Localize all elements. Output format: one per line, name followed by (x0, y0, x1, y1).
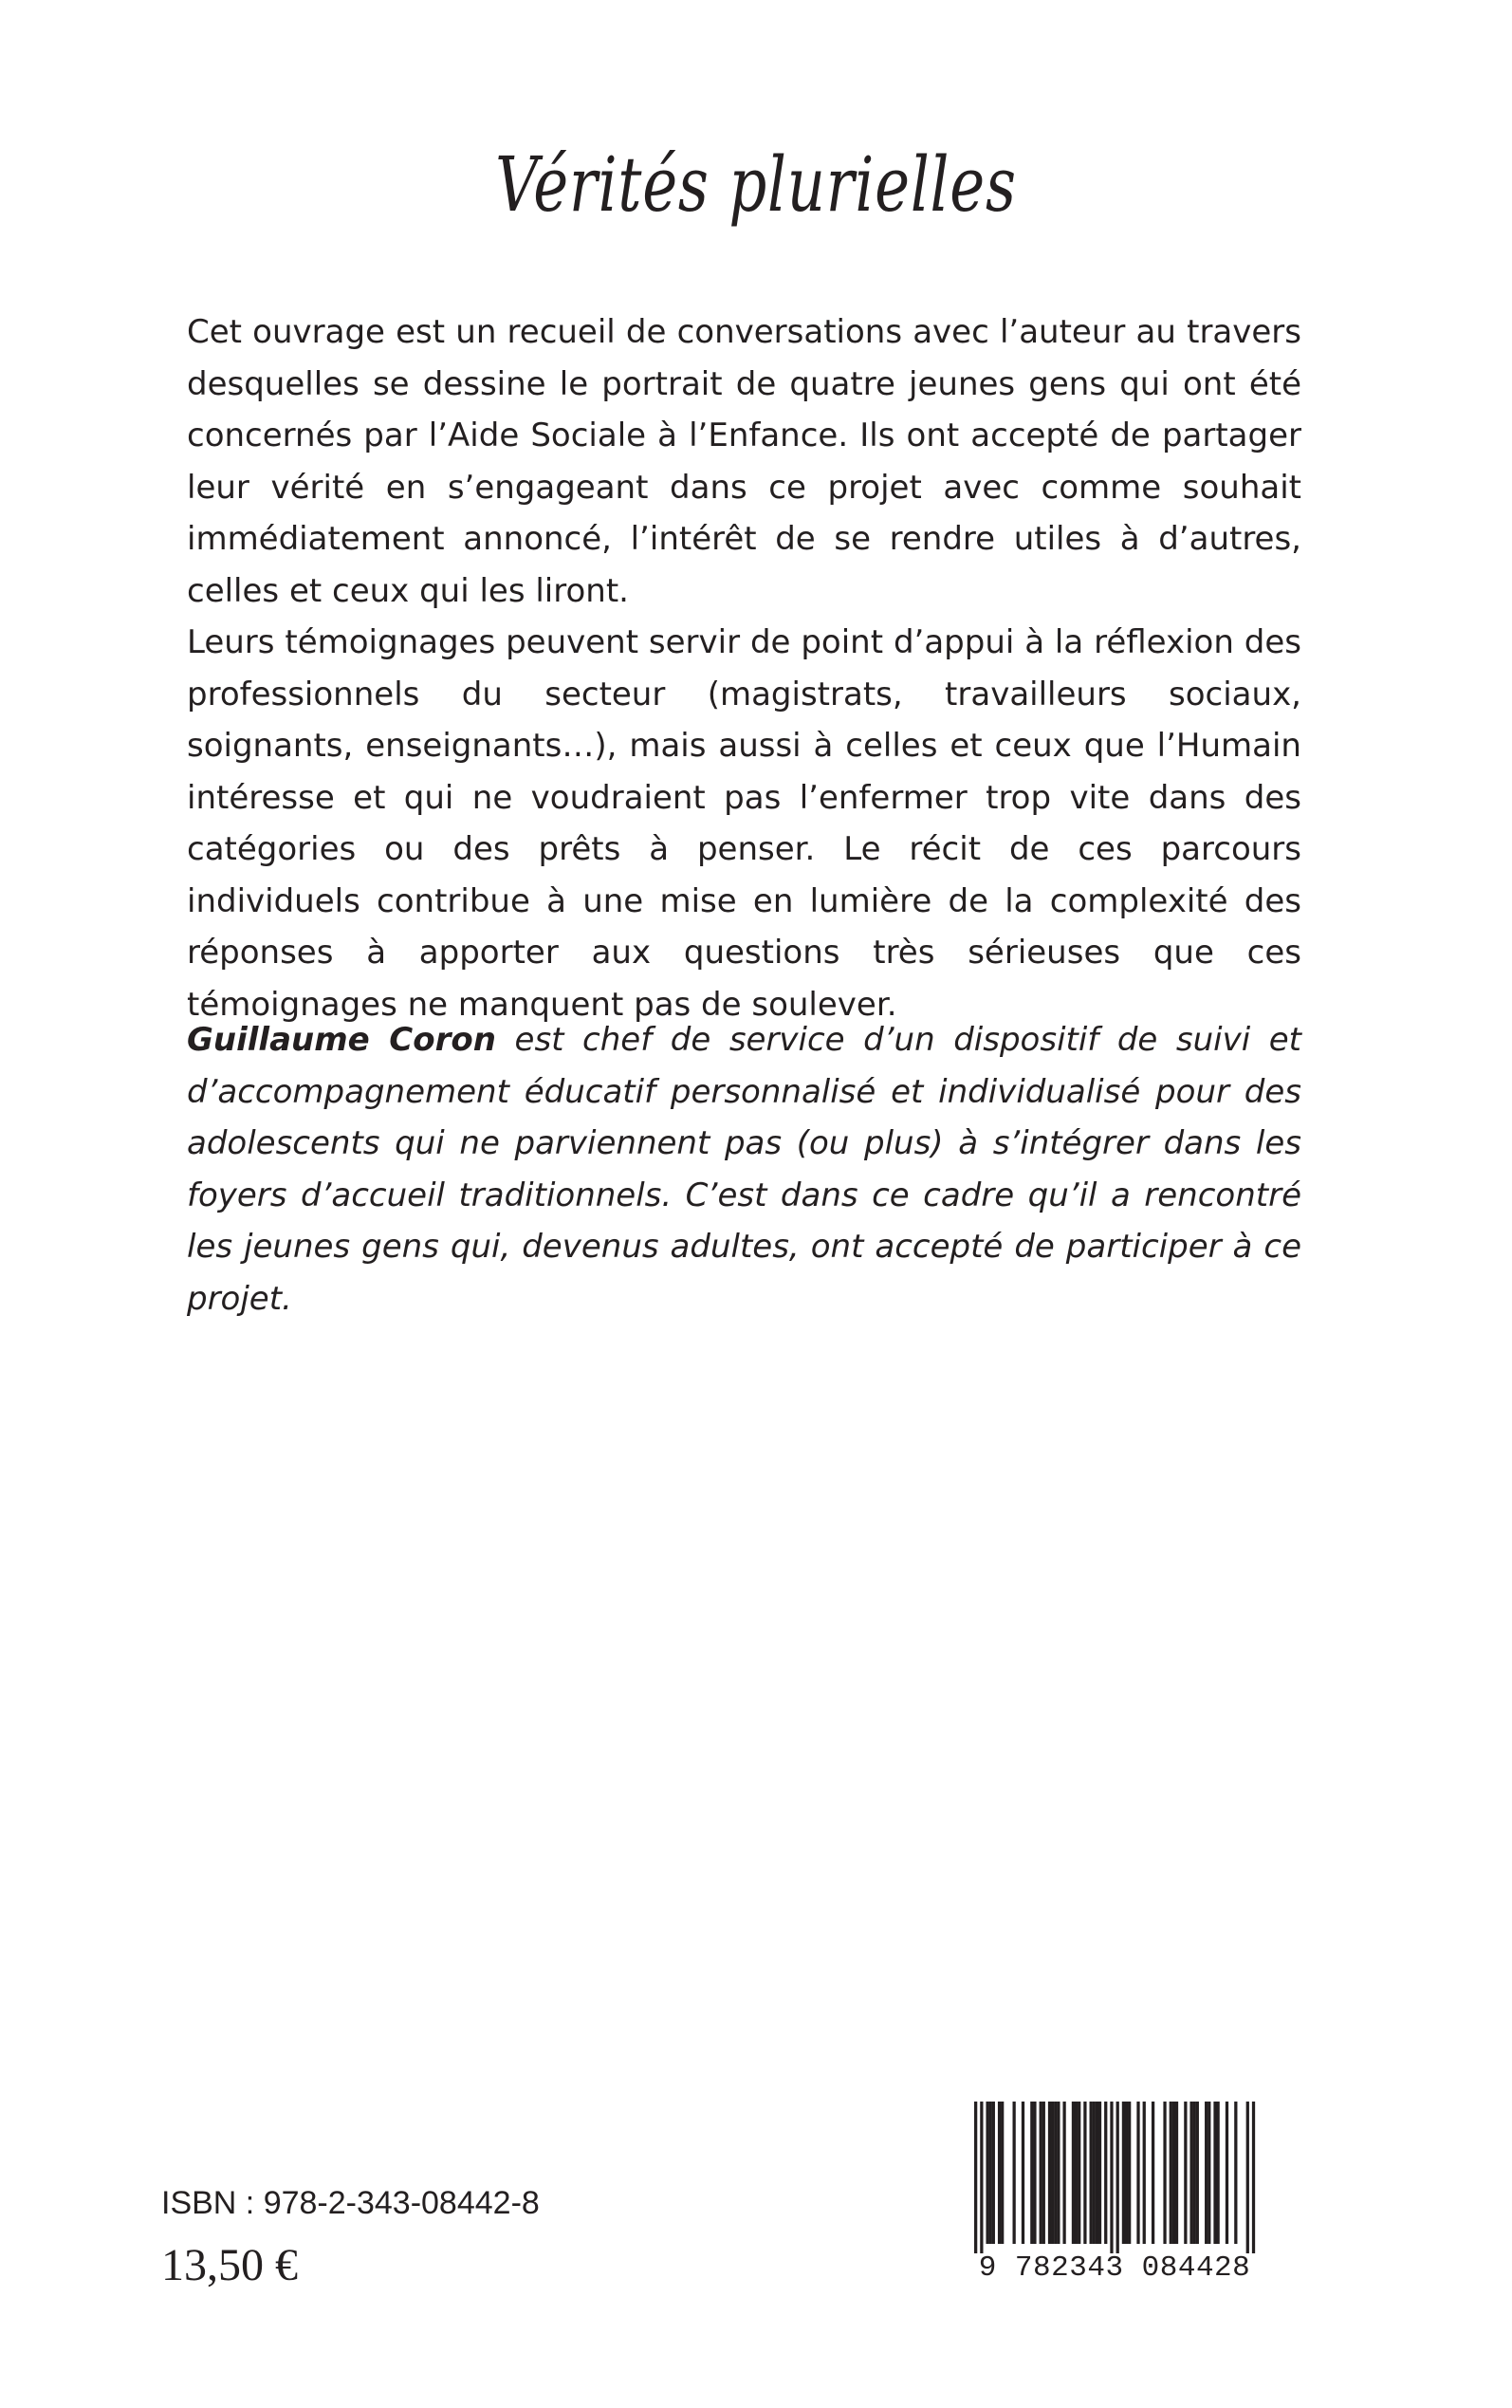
summary-paragraph-2: Leurs témoignages peuvent servir de point d’appui à la réflexion des professionnels du secteur (magistrats, travailleurs sociaux, soignants, enseignants…), mais aussi à celles et ceux que l’Humain intéresse et qui ne voudraient pas l’enfermer trop vite dans des catégories ou des prêts à penser. Le récit de ces parcours individuels contribue à une mise en lumière de la complexité des réponses à apporter aux questions très sérieuses que ces témoignages ne manquent pas de soulever. (187, 623, 1301, 1024)
barcode-bar (1234, 2102, 1237, 2244)
barcode-bar (1193, 2102, 1196, 2244)
barcode-bar (1098, 2102, 1101, 2244)
barcode-bar (1075, 2102, 1078, 2244)
barcode-bar (1208, 2102, 1210, 2244)
barcode-digits: 9 782343 084428 (978, 2251, 1251, 2285)
barcode-bar (1143, 2102, 1146, 2244)
barcode-bar (1136, 2102, 1139, 2244)
summary-paragraph-1: Cet ouvrage est un recueil de conversations avec l’auteur au travers desquelles se dessine le portrait de quatre jeunes gens qui ont été concernés par l’Aide Sociale à l’Enfance. Ils ont accepté de partager leur vérité en s’engageant dans ce projet avec comme souhait immédiatement annoncé, l’intérêt de se rendre utiles à d’autres, celles et ceux qui les liront. (187, 313, 1301, 610)
barcode-bar (1184, 2102, 1187, 2244)
barcode-bar (992, 2102, 995, 2244)
barcode-bar (980, 2102, 983, 2253)
barcode-bar (1226, 2102, 1228, 2244)
barcode-bar (986, 2102, 988, 2244)
barcode-bar (1033, 2102, 1036, 2244)
barcode-bar (1246, 2102, 1249, 2253)
barcode-bar (1213, 2102, 1216, 2244)
barcode-bar (1189, 2102, 1192, 2244)
author-bio-text: est chef de service d’un dispositif de suivi et d’accompagnement éducatif personnalisé et individualisé pour des adolescents qui ne parviennent pas (ou plus) à s’intégrer dans les foyers d’accueil traditionnels. C’est dans ce cadre qu’il a rencontré les jeunes gens qui, devenus adultes, ont accepté de participer à ce projet. (187, 1021, 1301, 1318)
book-title: Vérités plurielles (495, 140, 1017, 229)
barcode-bar (1062, 2102, 1065, 2244)
book-summary (187, 306, 1301, 1030)
barcode-bar (1072, 2102, 1075, 2244)
barcode-bar (1013, 2102, 1016, 2244)
price: 13,50 € (161, 2240, 298, 2290)
barcode-bar (1090, 2102, 1093, 2244)
barcode-bar (1057, 2102, 1060, 2244)
author-bio (187, 1014, 1301, 1324)
barcode-bar (1022, 2102, 1024, 2244)
barcode-bar (1054, 2102, 1057, 2244)
barcode-bar (1078, 2102, 1080, 2244)
barcode-bar (1030, 2102, 1033, 2244)
barcode-bar (1175, 2102, 1178, 2244)
barcode-bar (1122, 2102, 1125, 2244)
barcode-bar (1051, 2102, 1054, 2244)
barcode-bar (1196, 2102, 1199, 2244)
barcode-bar (1252, 2102, 1255, 2253)
barcode-bar (1093, 2102, 1096, 2244)
barcode-bar (1152, 2102, 1154, 2244)
barcode-bar (1205, 2102, 1208, 2244)
barcode-bars (953, 2102, 1276, 2253)
barcode-bar (1216, 2102, 1219, 2244)
barcode-bar (1170, 2102, 1172, 2244)
barcode-bar (1116, 2102, 1119, 2253)
barcode-bar (1163, 2102, 1166, 2244)
barcode (953, 2102, 1276, 2301)
barcode-bar (1128, 2102, 1131, 2244)
barcode-bar (1042, 2102, 1045, 2244)
barcode-bar (1125, 2102, 1128, 2244)
isbn: ISBN : 978-2-343-08442-8 (161, 2185, 540, 2221)
barcode-bar (1104, 2102, 1107, 2244)
barcode-bar (974, 2102, 977, 2253)
barcode-bar (1001, 2102, 1004, 2244)
barcode-bar (998, 2102, 1001, 2244)
barcode-bar (1040, 2102, 1042, 2244)
barcode-bar (1172, 2102, 1175, 2244)
barcode-bar (1048, 2102, 1051, 2244)
barcode-bar (1096, 2102, 1098, 2244)
author-name: Guillaume Coron (187, 1021, 496, 1059)
barcode-bar (989, 2102, 992, 2244)
barcode-bar (1110, 2102, 1113, 2253)
barcode-bar (1083, 2102, 1086, 2244)
